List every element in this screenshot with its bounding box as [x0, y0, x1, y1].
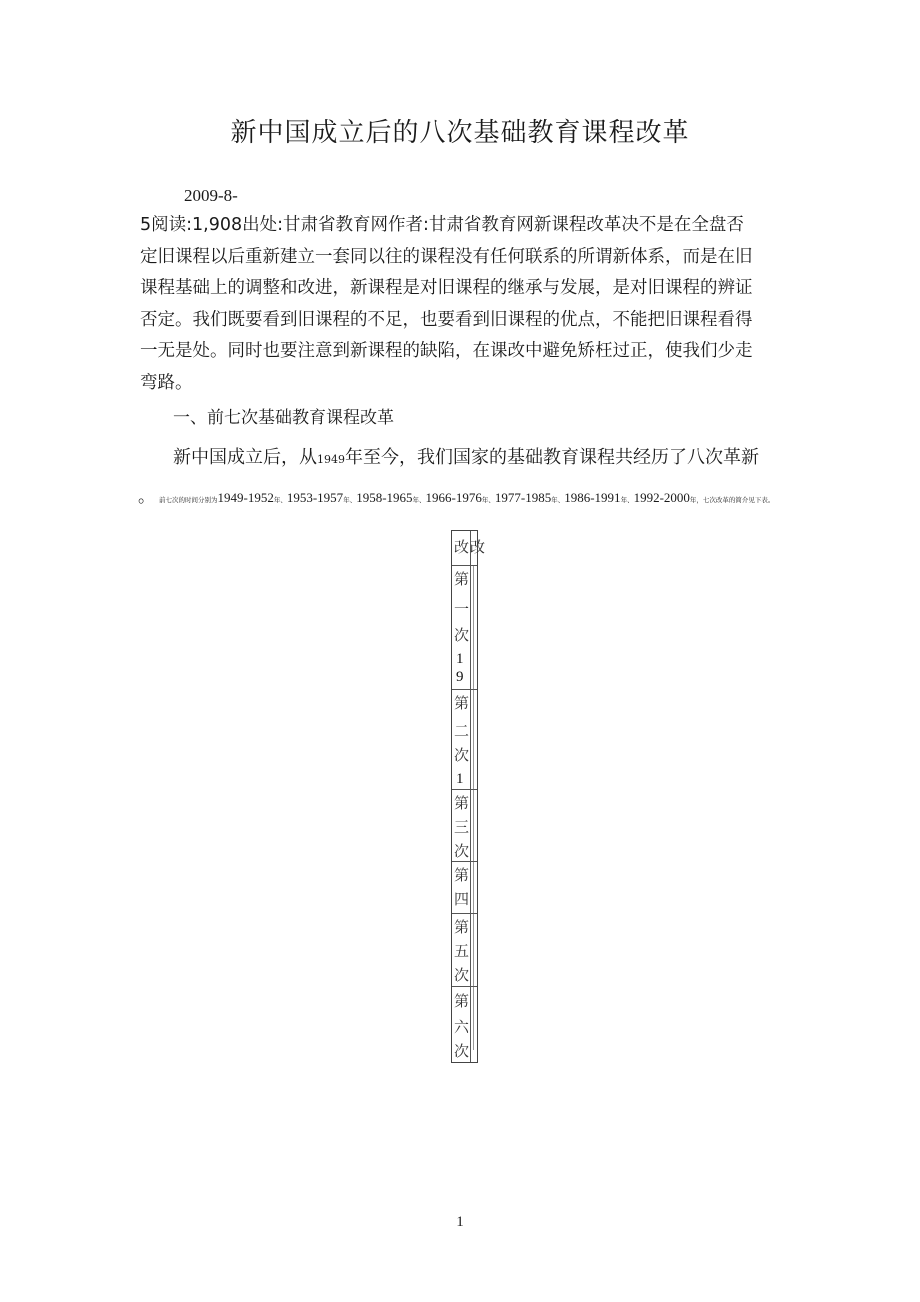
page-number: 1	[456, 1214, 464, 1230]
intro-paragraph	[140, 210, 790, 399]
period-line	[138, 482, 774, 507]
period-sep: 年、	[412, 497, 426, 504]
period-lead-dot: 。	[138, 487, 155, 506]
table-cell-glyph: 一	[454, 600, 470, 618]
publish-date: 2009-8-	[184, 186, 238, 205]
table-row-border	[452, 689, 477, 690]
intro-line: 课程基础上的调整和改进，新课程是对旧课程的继承与发展，是对旧课程的辨证	[140, 278, 753, 298]
reform-table	[451, 530, 486, 1063]
period-sep: 年、	[343, 497, 357, 504]
table-row-border	[452, 986, 477, 987]
table-cell-glyph: 第	[454, 866, 470, 884]
table-header-cell: 改	[454, 538, 470, 556]
table-cell-glyph: 二	[454, 722, 470, 740]
overview-paragraph	[173, 443, 759, 469]
table-cell-glyph: 次	[454, 746, 470, 764]
period-1: 1949-1952	[217, 490, 274, 505]
overview-text-after: 年至今，我们国家的基础教育课程共经历了八次革新	[345, 447, 759, 468]
table-cell-glyph: 第	[454, 992, 470, 1010]
overview-text-before: 新中国成立后，从	[173, 447, 317, 468]
table-row-border	[452, 861, 477, 862]
table-cell-glyph: 六	[454, 1018, 470, 1036]
table-row-border	[452, 565, 477, 566]
period-5: 1977-1985	[494, 490, 552, 505]
document-title: 新中国成立后的八次基础教育课程改革	[230, 118, 690, 148]
intro-line: 弯路。	[140, 372, 193, 393]
table-divider	[473, 565, 474, 1050]
period-2: 1953-1957	[286, 490, 344, 505]
table-cell-glyph: 三	[454, 818, 470, 836]
table-cell-glyph: 1	[456, 771, 464, 787]
table-cell-glyph: 第	[454, 918, 470, 936]
table-cell-glyph: 第	[454, 570, 470, 588]
table-cell-glyph: 次	[454, 966, 470, 984]
table-cell-glyph: 五	[454, 942, 470, 960]
table-row-border	[452, 789, 477, 790]
table-divider	[470, 531, 471, 1062]
intro-line: 定旧课程以后重新建立一套同以往的课程没有任何联系的所谓新体系，而是在旧	[140, 246, 753, 267]
intro-line: 一无是处。同时也要注意到新课程的缺陷，在课改中避免矫枉过正，使我们少走	[140, 341, 753, 361]
period-sep: 年、	[273, 497, 287, 504]
table-cell-glyph: 次	[454, 842, 470, 860]
table-row-border	[452, 913, 477, 914]
table-cell-glyph: 第	[454, 694, 470, 712]
table-cell-glyph: 1	[456, 651, 464, 667]
period-4: 1966-1976	[425, 490, 482, 505]
section-heading: 一、前七次基础教育课程改革	[173, 408, 394, 428]
period-sep: 年、	[481, 497, 495, 504]
period-lead-text: 前七次的时间分别为	[159, 497, 218, 504]
table-cell-glyph: 9	[456, 669, 464, 685]
intro-line: 5阅读:1,908出处:甘肃省教育网作者:甘肃省教育网新课程改革决不是在全盘否	[140, 215, 744, 235]
period-sep: 年、	[620, 497, 634, 504]
period-6: 1986-1991	[564, 490, 621, 505]
period-sep: 年、	[551, 497, 565, 504]
period-3: 1958-1965	[356, 490, 413, 505]
table-header-cell: 改	[470, 538, 486, 556]
table-cell-glyph: 次	[454, 1042, 470, 1060]
table-cell-glyph: 四	[454, 890, 470, 908]
overview-year: 1949	[317, 453, 345, 466]
period-tail: 年，七次改革的简介见下表。	[689, 497, 775, 504]
period-7: 1992-2000	[633, 490, 690, 505]
table-cell-glyph: 第	[454, 794, 470, 812]
intro-line: 否定。我们既要看到旧课程的不足，也要看到旧课程的优点，不能把旧课程看得	[140, 309, 753, 330]
table-cell-glyph: 次	[454, 626, 470, 644]
